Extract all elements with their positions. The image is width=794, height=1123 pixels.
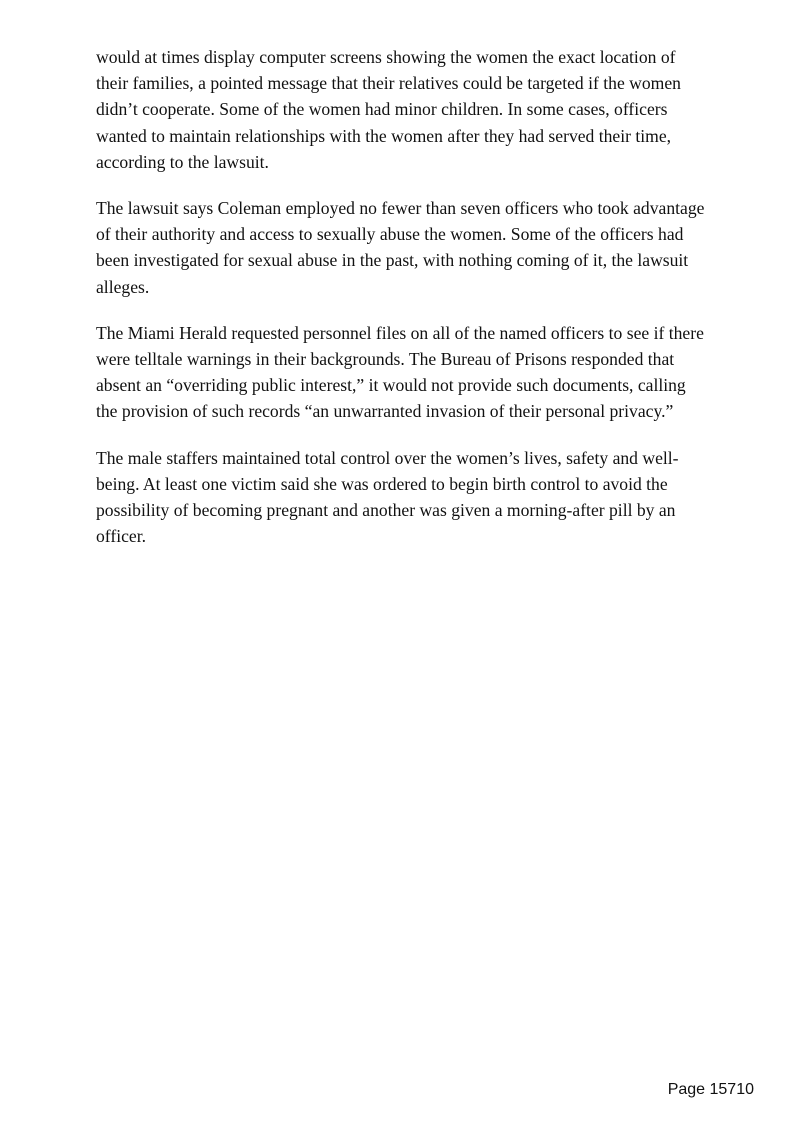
paragraph: would at times display computer screens showing the women the exact location of their families, a pointed message that their relatives could be targeted if the women didn’t cooperate. Some of the women had minor children. In some cases, officers wanted to maintain relationships with the women after they had served their time, according to the lawsuit. [96,47,681,172]
cut-off-text-line [96,28,696,38]
paragraph: The Miami Herald requested personnel files on all of the named officers to see if there were telltale warnings in their backgrounds. The Bureau of Prisons responded that absent an “overriding public interest,” it would not provide such documents, calling the provision of such records “an unwarranted invasion of their personal privacy.” [96,322,704,422]
page-number: Page 15710 [667,1081,754,1098]
paragraph: The lawsuit says Coleman employed no fewer than seven officers who took advantage of their authority and access to sexually abuse the women. Some of the officers had been investigated for sexual abuse in the past, with nothing coming of it, the lawsuit alleges. [96,198,705,297]
article-body [96,44,706,569]
paragraph: The male staffers maintained total control over the women’s lives, safety and well-being. At least one victim said she was ordered to begin birth control to avoid the possibility of becoming pregnant and another was given a morning-after pill by an officer. [96,447,679,547]
